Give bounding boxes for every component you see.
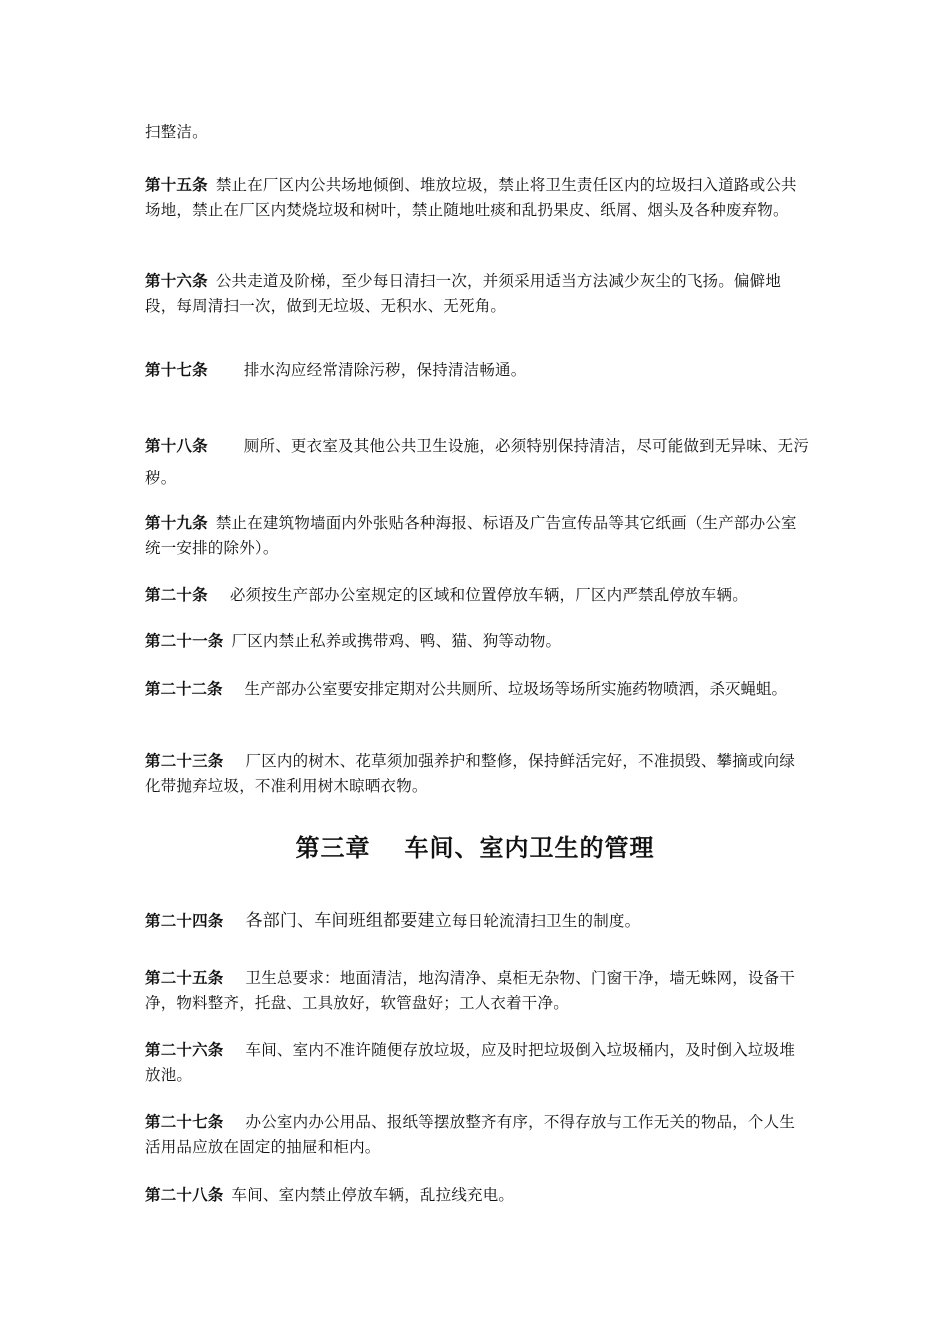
article-number: 第二十一条	[145, 631, 224, 650]
paragraph-text: 扫整洁。	[145, 123, 208, 141]
article-26	[145, 1037, 810, 1088]
article-number: 第十九条	[145, 513, 208, 532]
article-text: 车间、室内禁止停放车辆，乱拉线充电。	[231, 1186, 515, 1204]
article-17	[145, 357, 810, 383]
article-number: 第二十五条	[145, 968, 224, 987]
article-20	[145, 582, 810, 608]
article-text: 排水沟应经常清除污秽，保持清洁畅通。	[243, 361, 527, 379]
chapter-title: 车间、室内卫生的管理	[404, 833, 655, 862]
article-text: 厂区内的树木、花草须加强养护和整修，保持鲜活完好，不准损毁、攀摘或向绿化带抛弃垃圾，不准利用树木晾晒衣物。	[145, 752, 796, 795]
article-number: 第十七条	[145, 360, 208, 379]
article-number: 第十八条	[145, 436, 208, 455]
article-16	[145, 268, 810, 319]
article-text: 卫生总要求：地面清洁，地沟清净、桌柜无杂物、门窗干净，墙无蛛网，设备干净，物料整齐，托盘、工具放好，软管盘好；工人衣着干净。	[145, 969, 796, 1012]
article-number: 第二十二条	[145, 679, 223, 698]
article-text: 每日轮流清扫卫生的制度。	[451, 912, 641, 930]
article-22	[145, 676, 825, 702]
article-text: 公共走道及阶梯，至少每日清扫一次，并须采用适当方法减少灰尘的飞扬。偏僻地段，每周清扫一次，做到无垃圾、无积水、无死角。	[145, 272, 782, 315]
article-number: 第二十四条	[145, 911, 224, 930]
article-number: 第十六条	[145, 271, 208, 290]
article-number: 第二十六条	[145, 1040, 224, 1059]
article-24	[145, 908, 810, 934]
article-text: 生产部办公室要安排定期对公共厕所、垃圾场等场所实施药物喷洒，杀灭蝇蛆。	[244, 680, 788, 698]
article-number: 第二十条	[145, 585, 208, 604]
article-18	[145, 430, 810, 494]
chapter-number: 第三章	[295, 833, 371, 862]
article-number: 第二十三条	[145, 751, 224, 770]
article-text-lead: 各部门、车间班组都要建立	[245, 911, 452, 931]
article-text: 厕所、更衣室及其他公共卫生设施，必须特别保持清洁，尽可能做到无异味、无污秽。	[145, 437, 810, 487]
article-text: 禁止在建筑物墙面内外张贴各种海报、标语及广告宣传品等其它纸画（生产部办公室统一安排的除外）。	[145, 514, 797, 557]
article-text: 厂区内禁止私养或携带鸡、鸭、猫、狗等动物。	[231, 632, 562, 650]
article-21	[145, 628, 810, 654]
article-19	[145, 510, 810, 561]
article-text: 车间、室内不准许随便存放垃圾，应及时把垃圾倒入垃圾桶内，及时倒入垃圾堆放池。	[145, 1041, 796, 1084]
article-28	[145, 1182, 810, 1208]
article-27	[145, 1109, 810, 1160]
article-text: 必须按生产部办公室规定的区域和位置停放车辆，厂区内严禁乱停放车辆。	[229, 586, 748, 604]
article-23	[145, 748, 810, 799]
article-number: 第二十八条	[145, 1185, 224, 1204]
article-text: 办公室内办公用品、报纸等摆放整齐有序，不得存放与工作无关的物品，个人生活用品应放在固定的抽屉和柜内。	[145, 1113, 796, 1156]
article-15	[145, 172, 810, 223]
article-number: 第十五条	[145, 175, 208, 194]
chapter-heading	[0, 828, 950, 863]
article-25	[145, 965, 810, 1016]
article-number: 第二十七条	[145, 1112, 224, 1131]
paragraph-article-14-tail	[145, 120, 810, 145]
article-text: 禁止在厂区内公共场地倾倒、堆放垃圾，禁止将卫生责任区内的垃圾扫入道路或公共场地，禁止在厂区内焚烧垃圾和树叶，禁止随地吐痰和乱扔果皮、纸屑、烟头及各种废弃物。	[145, 176, 797, 219]
